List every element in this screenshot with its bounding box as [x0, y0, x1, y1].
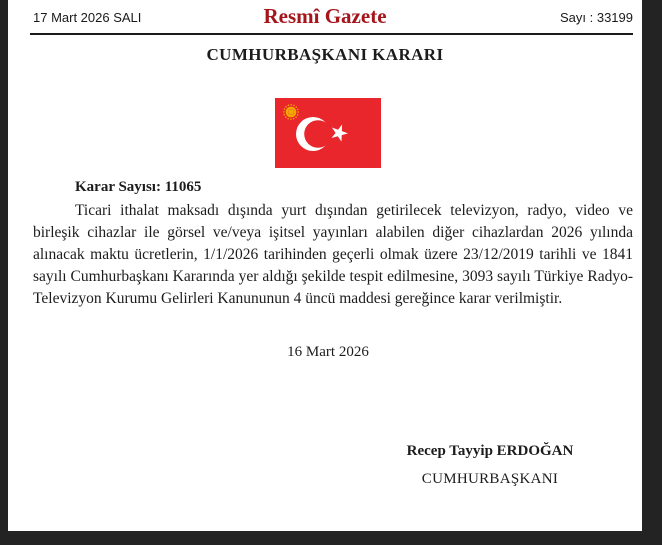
masthead-date: 17 Mart 2026 SALI: [33, 10, 142, 25]
decision-date: 16 Mart 2026: [287, 344, 369, 360]
signature-block: [340, 443, 640, 488]
flag-image: [275, 98, 381, 168]
signature-title: CUMHURBAŞKANI: [421, 471, 559, 487]
turkish-presidential-flag: [275, 98, 381, 168]
decree-body-text: Ticari ithalat maksadı dışında yurt dışından getirilecek televizyon, radyo, video ve birleşik cihazlar ile görsel ve/veya işitsel yayınları alabilen diğer cihazlardan 2026 yılında alınacak maktu ücretlerin, 1/1/2026 tarihinden geçerli olmak üzere 23/12/2019 tarihli ve 1841 sayılı Cumhurbaşkanı Kararında yer aldığı şekilde tespit edilmesine, 3093 sayılı Türkiye Radyo-Televizyon Kurumu Gelirleri Kanununun 4 üncü maddesi gereğince karar verilmiştir.: [33, 202, 633, 307]
masthead-divider: [30, 33, 633, 35]
presidential-sun-emblem: [284, 105, 298, 119]
gazette-page: [8, 0, 642, 531]
document-title: CUMHURBAŞKANI KARARI: [206, 45, 444, 64]
masthead-issue-number: Sayı : 33199: [560, 10, 633, 25]
gazette-title: Resmî Gazete: [263, 4, 387, 28]
signature-name: Recep Tayyip ERDOĞAN: [406, 443, 574, 459]
decree-number: Karar Sayısı: 11065: [75, 179, 202, 195]
